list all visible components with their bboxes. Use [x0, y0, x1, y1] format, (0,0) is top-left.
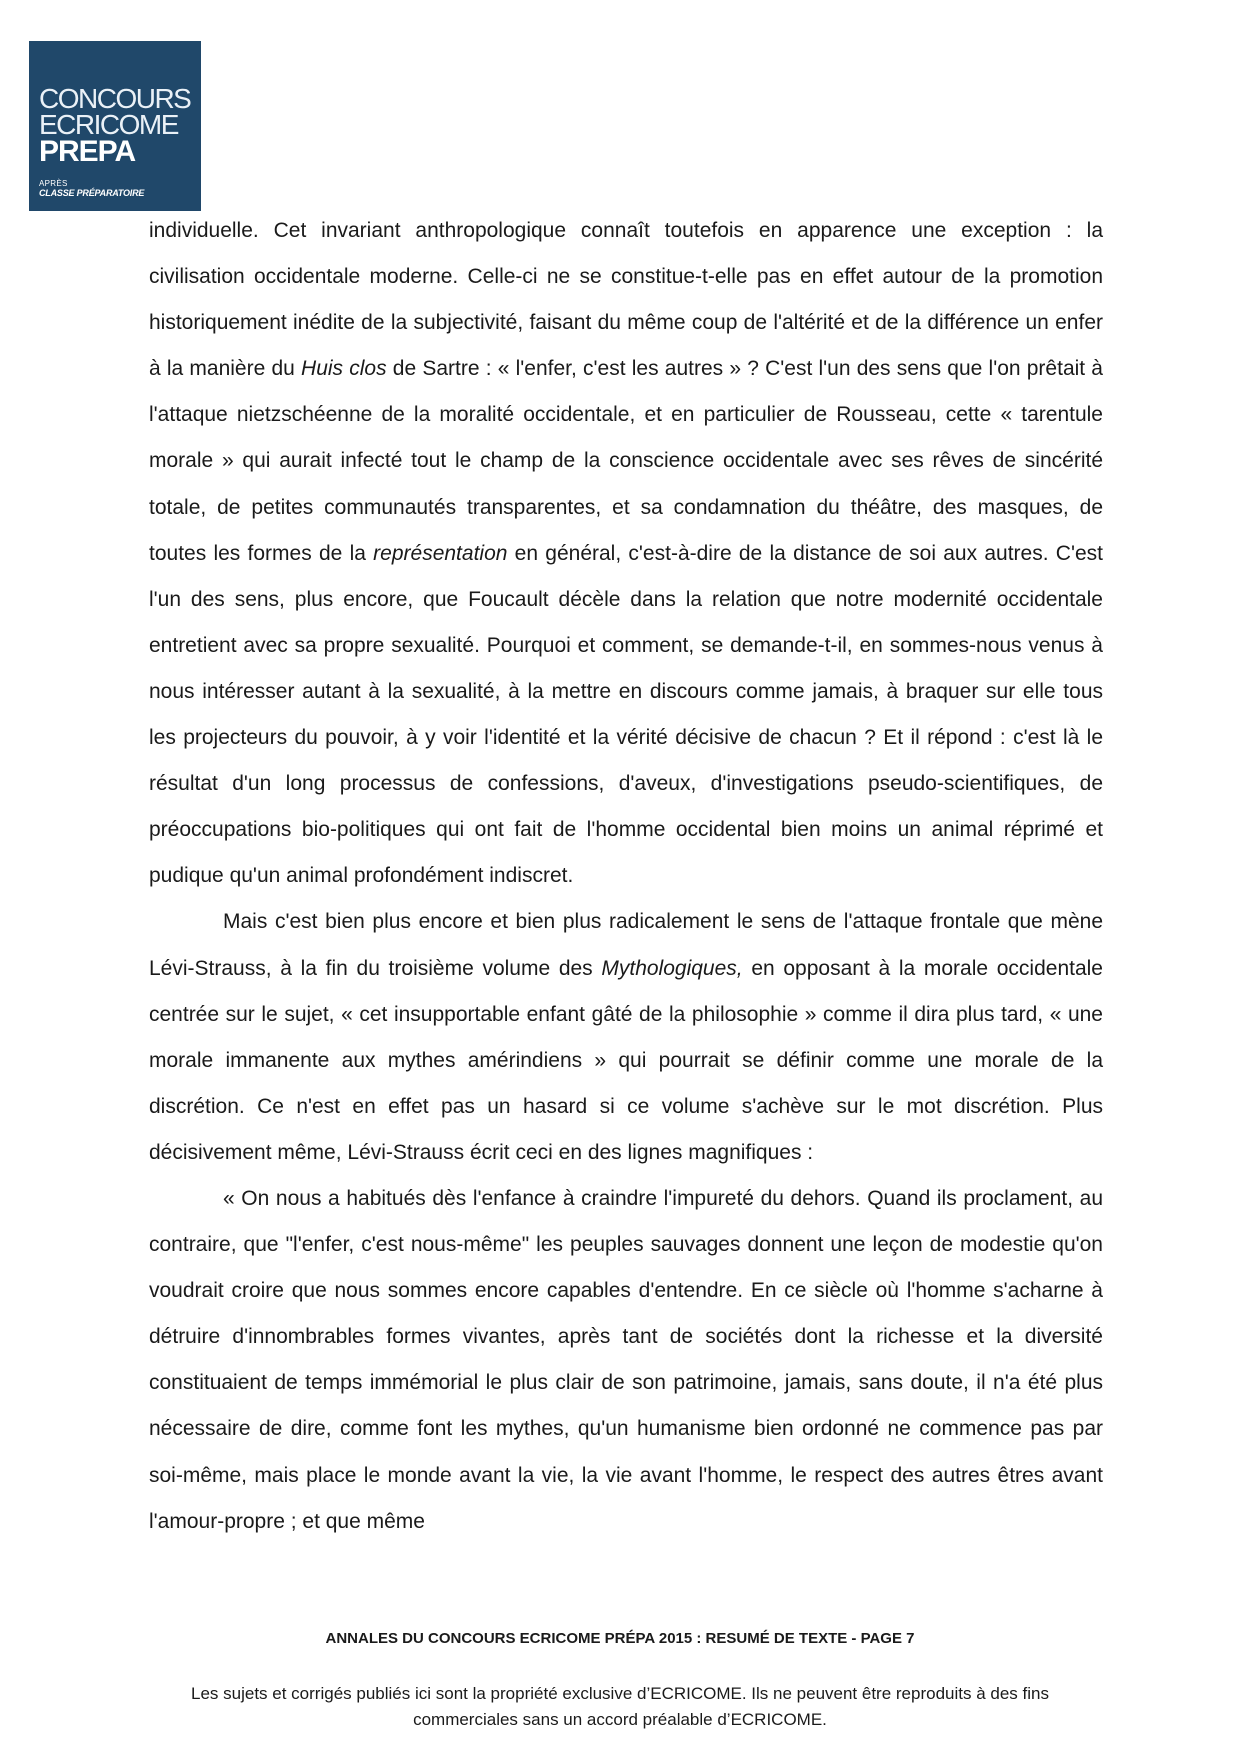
paragraph-2-title-mythologiques: Mythologiques,: [601, 956, 743, 980]
paragraph-1-text-e: en général, c'est-à-dire de la distance de soi aux autres. C'est l'un des sens, plus encore, que Foucault décèle dans la relation que notre modernité occidentale entretient avec sa propre sexualité. Pourquoi et comment, se demande-t-il, en sommes-nous venus à nous intéresser autant à la sexualité, à la mettre en discours comme jamais, à braquer sur elle tous les projecteurs du pouvoir, à y voir l'identité et la vérité décisive de chacun ? Et il répond : c'est là le résultat d'un long processus de confessions, d'aveux, d'investigations pseudo-scientifiques, de préoccupations bio-politiques qui ont fait de l'homme occidental bien moins un animal réprimé et pudique qu'un animal profondément indiscret.: [149, 541, 1103, 888]
paragraph-1-text-a: individuelle. Cet invariant anthropologique connaît toutefois en apparence une exception : la civilisation occidentale moderne. Celle-ci ne se constitue-t-elle pas en effet autour de la promotion historiquement inédite de la subjectivité, faisant du même coup de l'altérité et de la différence un enfer à la manière du: [149, 219, 1103, 381]
logo-line-classe-preparatoire: CLASSE PRÉPARATOIRE: [39, 188, 145, 198]
paragraph-1-text-c: de Sartre : « l'enfer, c'est les autres » ? C'est l'un des sens que l'on prêtait à l'attaque nietzschéenne de la moralité occidentale, et en particulier de Rousseau, cette « tarentule morale » qui aurait infecté tout le champ de la conscience occidentale avec ses rêves de sincérité totale, de petites communautés transparentes, et sa condamnation du théâtre, des masques, de toutes les formes de la: [149, 357, 1103, 565]
paragraph-1: [149, 208, 1103, 899]
logo-line-concours: CONCOURS: [39, 83, 191, 114]
logo-line-apres: APRÈS: [39, 179, 68, 188]
footer-copyright-note: Les sujets et corrigés publiés ici sont la propriété exclusive d’ECRICOME. Ils ne peuvent être reproduits à des fins commerciales sans un accord préalable d’ECRICOME.: [191, 1684, 1049, 1729]
logo-line-ecricome: ECRICOME: [39, 109, 178, 140]
ecricome-logo: [29, 41, 201, 211]
paragraph-2-text-c: en opposant à la morale occidentale centrée sur le sujet, « cet insupportable enfant gâté de la philosophie » comme il dira plus tard, « une morale immanente aux mythes amérindiens » qui pourrait se définir comme une morale de la discrétion. Ce n'est en effet pas un hasard si ce volume s'achève sur le mot discrétion. Plus décisivement même, Lévi-Strauss écrit ceci en des lignes magnifiques :: [149, 956, 1103, 1164]
logo-line-prepa: PREPA: [39, 135, 136, 168]
paragraph-3-quote: « On nous a habitués dès l'enfance à craindre l'impureté du dehors. Quand ils proclament, au contraire, que "l'enfer, c'est nous-même" les peuples sauvages donnent une leçon de modestie qu'on voudrait croire que nous sommes encore capables d'entendre. En ce siècle où l'homme s'acharne à détruire d'innombrables formes vivantes, après tant de sociétés dont la richesse et la diversité constituaient de temps immémorial le plus clair de son patrimoine, jamais, sans doute, il n'a été plus nécessaire de dire, comme font les mythes, qu'un humanisme bien ordonné ne commence pas par soi-même, mais place le monde avant la vie, la vie avant l'homme, le respect des autres êtres avant l'amour-propre ; et que même: [149, 1186, 1103, 1533]
document-body: [149, 208, 1103, 1545]
paragraph-1-emphasis-representation: représentation: [373, 541, 508, 565]
paragraph-1-title-huis-clos: Huis clos: [301, 357, 387, 381]
paragraph-2-text-a: Mais c'est bien plus encore et bien plus radicalement le sens de l'attaque frontale que mène Lévi-Strauss, à la fin du troisième volume des: [149, 910, 1103, 980]
footer-title: ANNALES DU CONCOURS ECRICOME PRÉPA 2015 : RESUMÉ DE TEXTE - PAGE 7: [325, 1630, 915, 1647]
paragraph-2: [149, 899, 1103, 1176]
